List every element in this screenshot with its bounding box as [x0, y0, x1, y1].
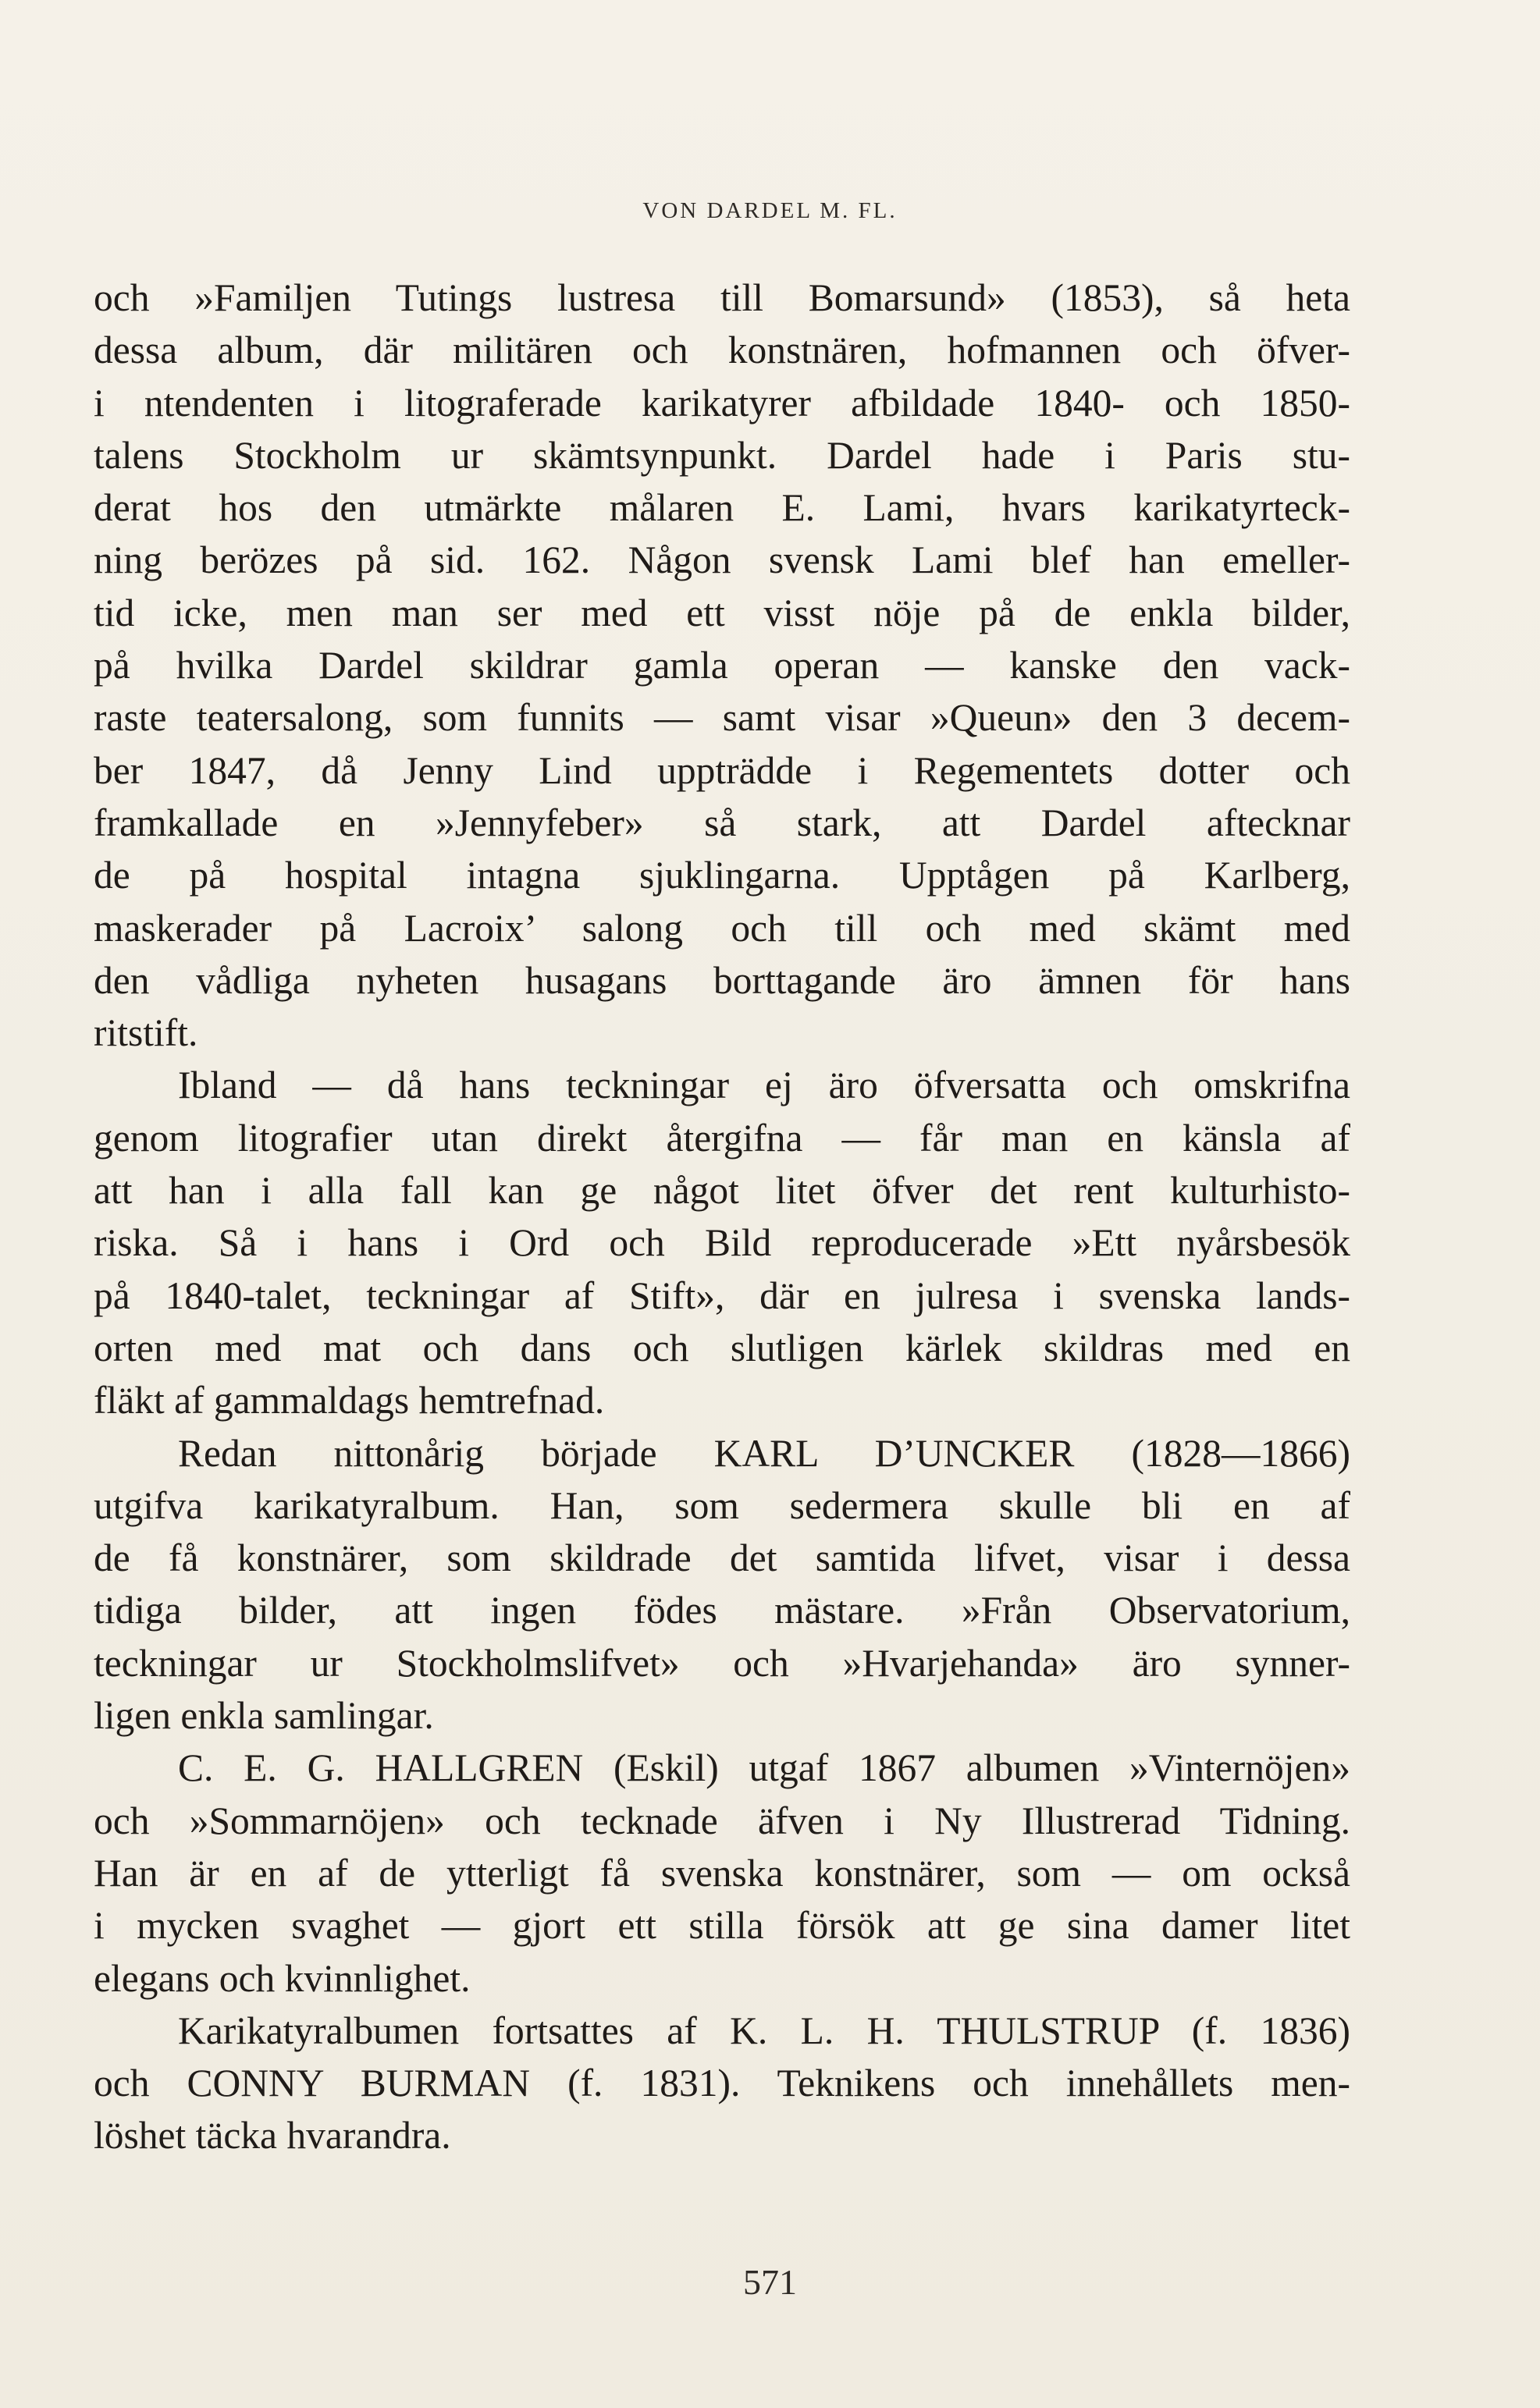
running-head: VON DARDEL M. FL.	[642, 198, 898, 223]
text-line: teckningar ur Stockholmslifvet» och »Hvarjehanda» äro synner-	[94, 1641, 1350, 1685]
text-line: löshet täcka hvarandra.	[94, 2114, 451, 2158]
text-line: elegans och kvinnlighet.	[94, 1956, 471, 2000]
page-number: 571	[743, 2262, 797, 2302]
text-line: och »Sommarnöjen» och tecknade äfven i Ny Illustrerad Tidning.	[94, 1799, 1350, 1842]
text-line: ber 1847, då Jenny Lind uppträdde i Regementets dotter och	[94, 748, 1350, 792]
text-line: i mycken svaghet — gjort ett stilla försök att ge sina damer litet	[94, 1904, 1350, 1948]
text-line: raste teatersalong, som funnits — samt visar »Queun» den 3 decem-	[94, 696, 1350, 740]
text-line: den vådliga nyheten husagans borttagande äro ämnen för hans	[94, 958, 1350, 1002]
text-line: genom litografier utan direkt återgifna — får man en känsla af	[94, 1116, 1350, 1160]
text-line: ligen enkla samlingar.	[94, 1694, 434, 1738]
text-line: maskerader på Lacroix’ salong och till och med skämt med	[94, 906, 1350, 950]
text-line: orten med mat och dans och slutligen kärlek skildras med en	[94, 1326, 1350, 1369]
text-line: och »Familjen Tutings lustresa till Bomarsund» (1853), så heta	[94, 276, 1350, 319]
text-line: på hvilka Dardel skildrar gamla operan — kanske den vack-	[94, 644, 1350, 687]
text-line: Karikatyralbumen fortsattes af K. L. H. THULSTRUP (f. 1836)	[178, 2008, 1350, 2052]
text-line: ritstift.	[94, 1011, 198, 1055]
text-line: de få konstnärer, som skildrade det samtida lifvet, visar i dessa	[94, 1536, 1350, 1580]
text-line: de på hospital intagna sjuklingarna. Upptågen på Karlberg,	[94, 854, 1350, 897]
text-line: talens Stockholm ur skämtsynpunkt. Dardel hade i Paris stu-	[94, 433, 1350, 477]
text-line: fläkt af gammaldags hemtrefnad.	[94, 1379, 605, 1422]
text-line: tidiga bilder, att ingen födes mästare. »Från Observatorium,	[94, 1589, 1350, 1632]
text-line: Han är en af de ytterligt få svenska konstnärer, som — om också	[94, 1851, 1350, 1895]
text-line: utgifva karikatyralbum. Han, som sedermera skulle bli en af	[94, 1483, 1350, 1527]
text-line: tid icke, men man ser med ett visst nöje på de enkla bilder,	[94, 591, 1350, 634]
text-line: att han i alla fall kan ge något litet öfver det rent kulturhisto-	[94, 1169, 1350, 1213]
text-line: C. E. G. HALLGREN (Eskil) utgaf 1867 albumen »Vinternöjen»	[178, 1746, 1350, 1790]
text-line: på 1840-talet, teckningar af Stift», där en julresa i svenska lands-	[94, 1273, 1350, 1317]
text-line: Ibland — då hans teckningar ej äro öfversatta och omskrifna	[178, 1064, 1350, 1107]
text-line: riska. Så i hans i Ord och Bild reproducerade »Ett nyårsbesök	[94, 1221, 1350, 1265]
text-line: Redan nittonårig började KARL D’UNCKER (1828—1866)	[178, 1431, 1350, 1475]
text-line: och CONNY BURMAN (f. 1831). Teknikens och innehållets men-	[94, 2062, 1350, 2105]
text-line: derat hos den utmärkte målaren E. Lami, hvars karikatyrteck-	[94, 486, 1350, 530]
text-line: i ntendenten i litograferade karikatyrer afbildade 1840- och 1850-	[94, 381, 1350, 424]
text-line: framkallade en »Jennyfeber» så stark, att Dardel aftecknar	[94, 801, 1350, 844]
text-line: dessa album, där militären och konstnären, hofmannen och öfver-	[94, 329, 1350, 372]
body-text	[94, 272, 1350, 2162]
text-line: ning berözes på sid. 162. Någon svensk Lami blef han emeller-	[94, 538, 1350, 582]
